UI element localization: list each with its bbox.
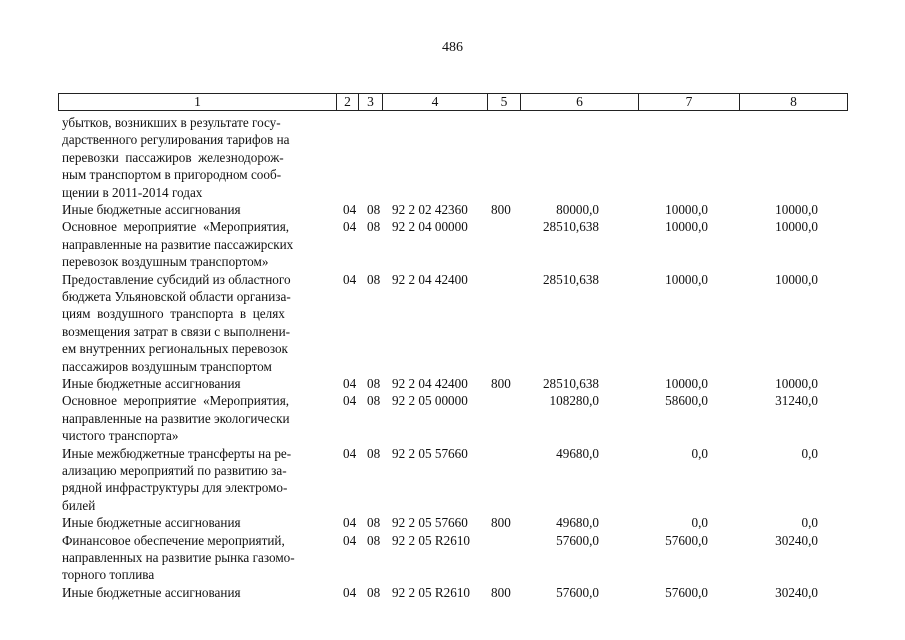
row-description-line: ным транспортом в пригородном сооб- [62, 167, 282, 183]
cell-c2: 04 [343, 202, 357, 217]
cell-c2: 04 [343, 271, 357, 287]
cell-c4: 92 2 05 R2610 [392, 584, 471, 600]
cell-c3: 08 [367, 584, 381, 600]
cell-c6: 108280,0 [549, 393, 599, 409]
row-description-line: Основное мероприятие «Мероприятия, [62, 393, 290, 409]
row-description-line: Иные бюджетные ассигнования [62, 584, 241, 600]
cell-c6: 80000,0 [556, 202, 599, 217]
header-col-7: 7 [638, 94, 739, 110]
table-header [58, 93, 848, 111]
cell-c6: 28510,638 [542, 219, 599, 235]
cell-c7: 0,0 [691, 515, 708, 531]
cell-c8: 30240,0 [775, 584, 818, 600]
cell-c6: 49680,0 [556, 515, 599, 531]
cell-c4: 92 2 04 00000 [392, 219, 468, 235]
row-description-line: направленных на развитие рынка газомо- [62, 550, 295, 565]
cell-c4: 92 2 05 57660 [392, 445, 468, 461]
cell-c6: 28510,638 [542, 376, 599, 391]
cell-c4: 92 2 02 42360 [392, 202, 468, 217]
row-description-line: перевозок воздушным транспортом» [62, 254, 269, 270]
cell-c3: 08 [367, 202, 381, 217]
row-description-line: рядной инфраструктуры для электромо- [62, 480, 288, 496]
cell-c8: 10000,0 [775, 219, 818, 235]
cell-c2: 04 [343, 445, 357, 461]
row-description-line: перевозки пассажиров железнодорож- [62, 149, 284, 165]
row-description-line: циям воздушного транспорта в целях [62, 306, 285, 322]
row-description-line: направленные на развитие экологически [62, 410, 290, 426]
cell-c7: 10000,0 [665, 202, 708, 217]
cell-c8: 10000,0 [775, 202, 818, 217]
cell-c8: 0,0 [801, 515, 818, 531]
cell-c2: 04 [343, 393, 357, 409]
cell-c3: 08 [367, 445, 381, 461]
cell-c2: 04 [343, 219, 357, 235]
cell-c7: 0,0 [691, 445, 708, 461]
cell-c5: 800 [491, 584, 511, 600]
row-description-line: бюджета Ульяновской области организа- [62, 289, 291, 304]
row-description-line: Иные бюджетные ассигнования [62, 515, 241, 531]
cell-c3: 08 [367, 393, 381, 409]
row-description-line: билей [62, 497, 96, 513]
cell-c2: 04 [343, 515, 357, 531]
row-description-line: Предоставление субсидий из областного [62, 271, 291, 287]
cell-c3: 08 [367, 376, 381, 391]
header-col-6: 6 [520, 94, 638, 110]
row-description-line: убытков, возникших в результате госу- [62, 115, 281, 130]
cell-c6: 28510,638 [542, 271, 599, 287]
cell-c5: 800 [491, 376, 511, 391]
cell-c4: 92 2 05 57660 [392, 515, 468, 531]
cell-c7: 10000,0 [665, 219, 708, 235]
cell-c8: 31240,0 [775, 393, 818, 409]
cell-c7: 57600,0 [665, 584, 708, 600]
row-description-line: возмещения затрат в связи с выполнени- [62, 323, 291, 339]
header-col-5: 5 [487, 94, 520, 110]
cell-c2: 04 [343, 584, 357, 600]
cell-c8: 30240,0 [775, 532, 818, 548]
cell-c8: 0,0 [801, 445, 818, 461]
cell-c4: 92 2 05 00000 [392, 393, 468, 409]
row-description-line: Основное мероприятие «Мероприятия, [62, 219, 290, 235]
header-col-3: 3 [358, 94, 382, 110]
row-description-line: ализацию мероприятий по развитию за- [62, 463, 287, 478]
cell-c5: 800 [491, 515, 511, 531]
row-description-line: щении в 2011-2014 годах [62, 184, 203, 200]
cell-c4: 92 2 04 42400 [392, 376, 468, 391]
cell-c2: 04 [343, 532, 357, 548]
cell-c8: 10000,0 [775, 376, 818, 391]
row-description-line: Иные межбюджетные трансферты на ре- [62, 445, 292, 461]
header-col-2: 2 [336, 94, 358, 110]
header-col-4: 4 [382, 94, 487, 110]
cell-c2: 04 [343, 376, 357, 391]
cell-c5: 800 [491, 202, 511, 217]
header-col-1: 1 [194, 94, 201, 109]
row-description-line: пассажиров воздушным транспортом [62, 358, 272, 374]
cell-c7: 58600,0 [665, 393, 708, 409]
cell-c4: 92 2 05 R2610 [392, 532, 471, 548]
cell-c6: 57600,0 [556, 584, 599, 600]
row-description-line: направленные на развитие пассажирских [62, 236, 294, 252]
cell-c3: 08 [367, 219, 381, 235]
row-description-line: Иные бюджетные ассигнования [62, 202, 241, 217]
header-col-8: 8 [739, 94, 847, 110]
row-description-line: чистого транспорта» [62, 428, 179, 444]
row-description-line: Финансовое обеспечение мероприятий, [62, 532, 285, 548]
cell-c6: 49680,0 [556, 445, 599, 461]
cell-c7: 57600,0 [665, 532, 708, 548]
page-number: 486 [442, 40, 463, 55]
cell-c7: 10000,0 [665, 376, 708, 391]
row-description-line: торного топлива [62, 567, 155, 583]
cell-c3: 08 [367, 271, 381, 287]
row-description-line: Иные бюджетные ассигнования [62, 376, 241, 391]
cell-c3: 08 [367, 515, 381, 531]
cell-c8: 10000,0 [775, 271, 818, 287]
cell-c4: 92 2 04 42400 [392, 271, 468, 287]
cell-c7: 10000,0 [665, 271, 708, 287]
row-description-line: дарственного регулирования тарифов на [62, 132, 290, 148]
cell-c6: 57600,0 [556, 532, 599, 548]
cell-c3: 08 [367, 532, 381, 548]
row-description-line: ем внутренних региональных перевозок [62, 341, 288, 357]
